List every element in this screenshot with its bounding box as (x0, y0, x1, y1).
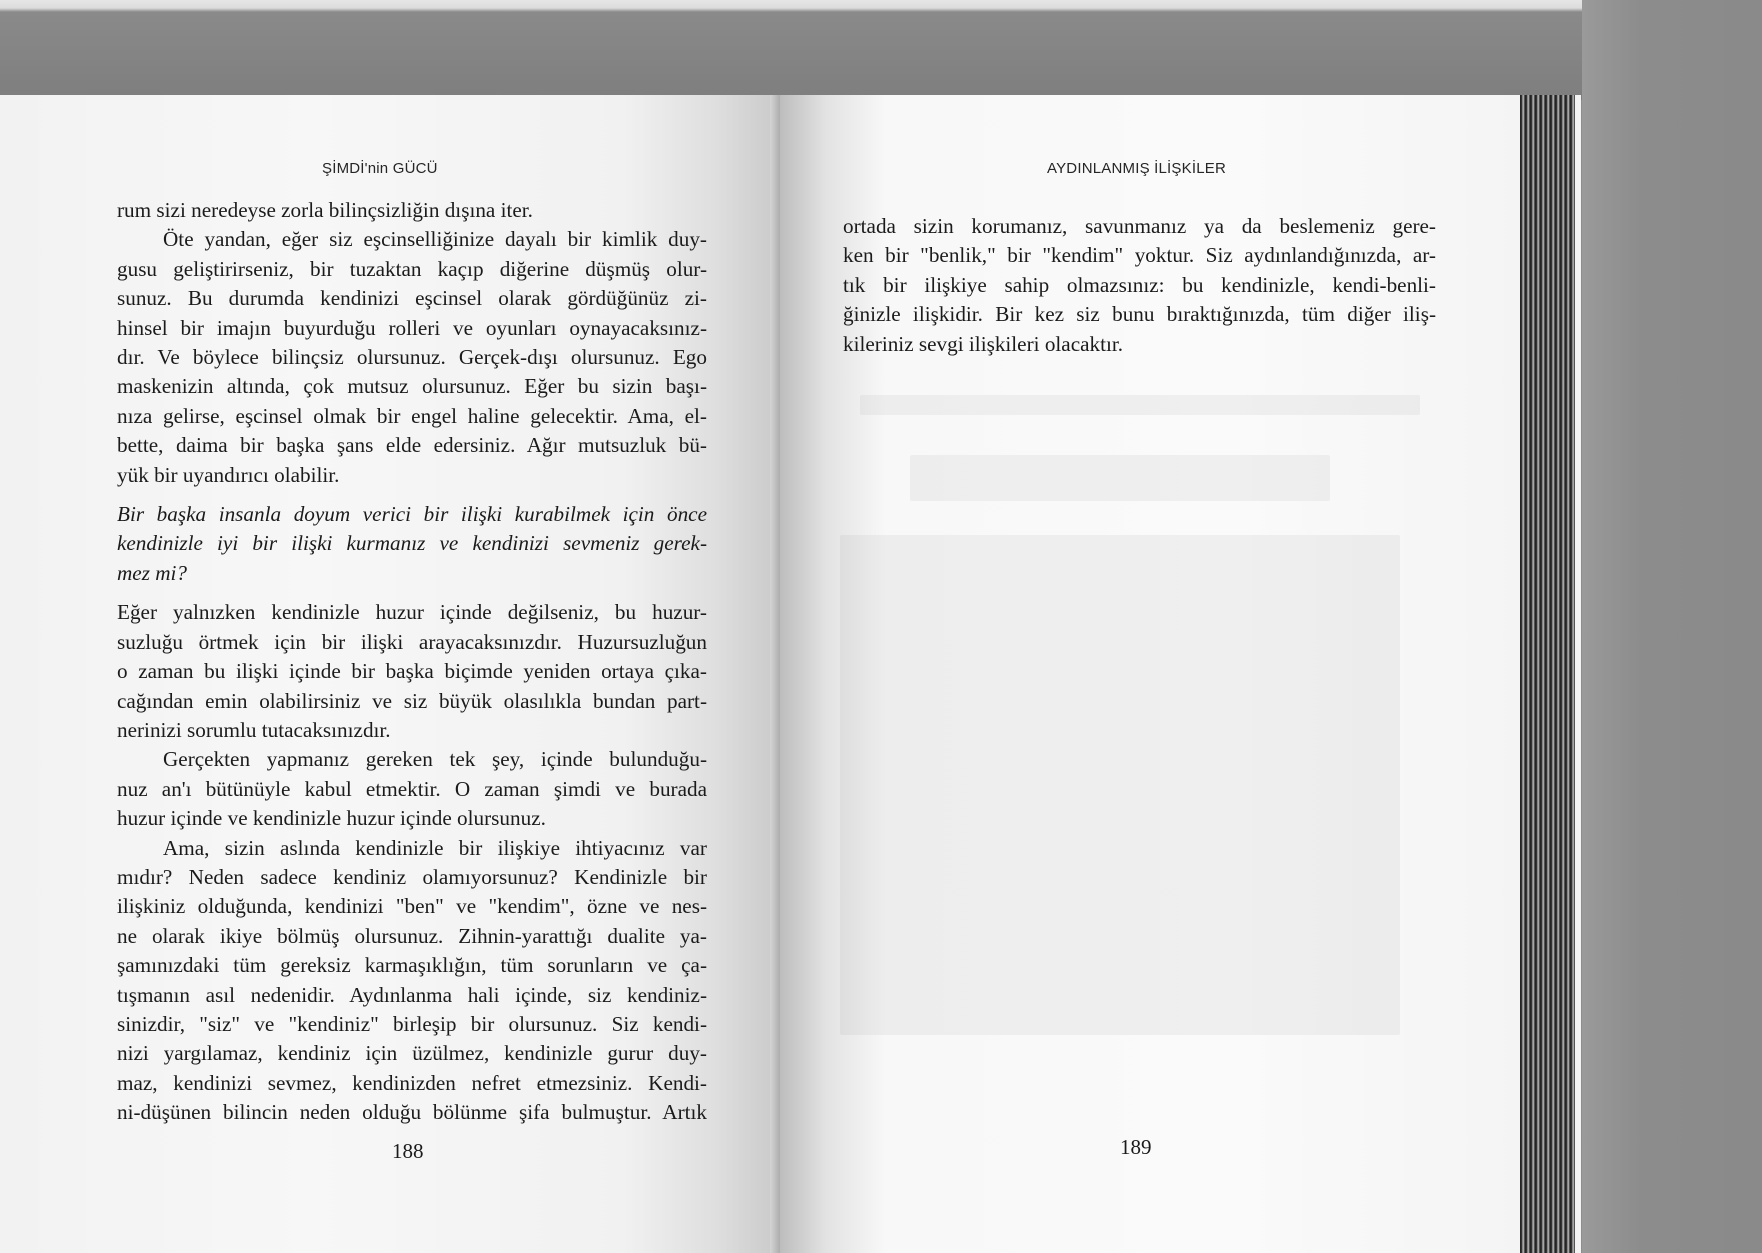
text-line: o zaman bu ilişki içinde bir başka biçimde yeniden ortaya çıka- (117, 659, 707, 684)
text-line: maskenizin altında, çok mutsuz olursunuz. Eğer bu sizin başı- (117, 374, 707, 399)
paragraph-gap (117, 588, 707, 598)
text-line: kendinizle iyi bir ilişki kurmanız ve kendinizi sevmeniz gerek- (117, 531, 707, 556)
text-line: yük bir uyandırıcı olabilir. (117, 462, 340, 487)
text-line: sunuz. Bu durumda kendinizi eşcinsel olarak gördüğünüz zi- (117, 286, 707, 311)
page-edge-stack (1520, 95, 1580, 1253)
text-line: ken bir "benlik," bir "kendim" yoktur. Siz aydınlandığınızda, ar- (843, 243, 1436, 268)
text-line: mez mi? (117, 560, 188, 585)
text-line: nıza gelirse, eşcinsel olmak bir engel haline gelecektir. Ama, el- (117, 403, 707, 428)
text-line: ilişkiniz olduğunda, kendinizi "ben" ve "kendim", özne ve nes- (117, 894, 707, 919)
text-line: nizi yargılamaz, kendiniz için üzülmez, kendinizle gurur duy- (117, 1041, 707, 1066)
right-page-body (843, 212, 1436, 359)
show-through-heading (910, 455, 1330, 501)
right-page-number: 189 (1120, 1135, 1152, 1159)
right-page (780, 95, 1535, 1253)
text-line: sinizdir, "siz" ve "kendiniz" birleşip bir olursunuz. Siz kendi- (117, 1011, 707, 1036)
text-line: Gerçekten yapmanız gereken tek şey, içinde bulunduğu- (163, 747, 707, 772)
text-line: nuz an'ı bütünüyle kabul etmektir. O zaman şimdi ve burada (117, 776, 707, 801)
text-line: Öte yandan, eğer siz eşcinselliğinize dayalı bir kimlik duy- (163, 227, 707, 252)
text-line: kileriniz sevgi ilişkileri olacaktır. (843, 331, 1124, 356)
text-line: Ama, sizin aslında kendinizle bir ilişkiye ihtiyacınız var (163, 835, 707, 860)
left-page (0, 95, 780, 1253)
text-line: maz, kendinizi sevmez, kendinizden nefret etmezsiniz. Kendi- (117, 1070, 707, 1095)
text-line: Eğer yalnızken kendinizle huzur içinde değilseniz, bu huzur- (117, 600, 707, 625)
text-line: ni-düşünen bilincin neden olduğu bölünme şifa bulmuştur. Artık (117, 1100, 707, 1125)
left-page-body (117, 196, 707, 1128)
text-line: tışmanın asıl nedenidir. Aydınlanma hali içinde, siz kendiniz- (117, 982, 707, 1007)
left-running-head: ŞİMDİ'nin GÜCÜ (322, 160, 438, 177)
text-line: huzur içinde ve kendinizle huzur içinde olursunuz. (117, 806, 546, 831)
text-line: dır. Ve böylece bilinçsiz olursunuz. Gerçek-dışı olursunuz. Ego (117, 345, 707, 370)
text-line: ğinizle ilişkidir. Bir kez siz bunu bıraktığınızda, tüm diğer iliş- (843, 302, 1436, 327)
text-line: rum sizi neredeyse zorla bilinçsizliğin dışına iter. (117, 198, 533, 222)
scanner-background-top (0, 0, 1762, 100)
show-through-block (840, 535, 1400, 1035)
text-line: nerinizi sorumlu tutacaksınızdır. (117, 717, 391, 742)
text-line: şamınızdaki tüm gereksiz karmaşıklığın, tüm sorunların ve ça- (117, 953, 707, 978)
text-line: gusu geliştirirseniz, bir tuzaktan kaçıp diğerine düşmüş olur- (117, 256, 707, 281)
scanner-background-right (1582, 0, 1762, 1253)
paragraph-gap (117, 490, 707, 500)
text-line: bette, daima bir başka şans elde edersiniz. Ağır mutsuzluk bü- (117, 433, 707, 458)
text-line: Bir başka insanla doyum verici bir ilişki kurabilmek için önce (117, 502, 707, 527)
show-through-text (860, 395, 1420, 415)
left-page-number: 188 (392, 1139, 424, 1163)
text-line: ortada sizin korumanız, savunmanız ya da beslemeniz gere- (843, 214, 1436, 238)
text-line: cağından emin olabilirsiniz ve siz büyük olasılıkla bundan part- (117, 688, 707, 713)
text-line: tık bir ilişkiye sahip olmazsınız: bu kendinizle, kendi-benli- (843, 272, 1436, 297)
page-edge-highlight (1575, 95, 1581, 1253)
text-line: mıdır? Neden sadece kendiniz olamıyorsunuz? Kendinizle bir (117, 864, 707, 889)
text-line: suzluğu örtmek için bir ilişki arayacaksınızdır. Huzursuzluğun (117, 629, 707, 654)
right-running-head: AYDINLANMIŞ İLİŞKİLER (1047, 160, 1226, 177)
text-line: ne olarak ikiye bölmüş olursunuz. Zihnin-yarattığı dualite ya- (117, 923, 707, 948)
text-line: hinsel bir imajın buyurduğu rolleri ve oyunları oynayacaksınız- (117, 315, 707, 340)
